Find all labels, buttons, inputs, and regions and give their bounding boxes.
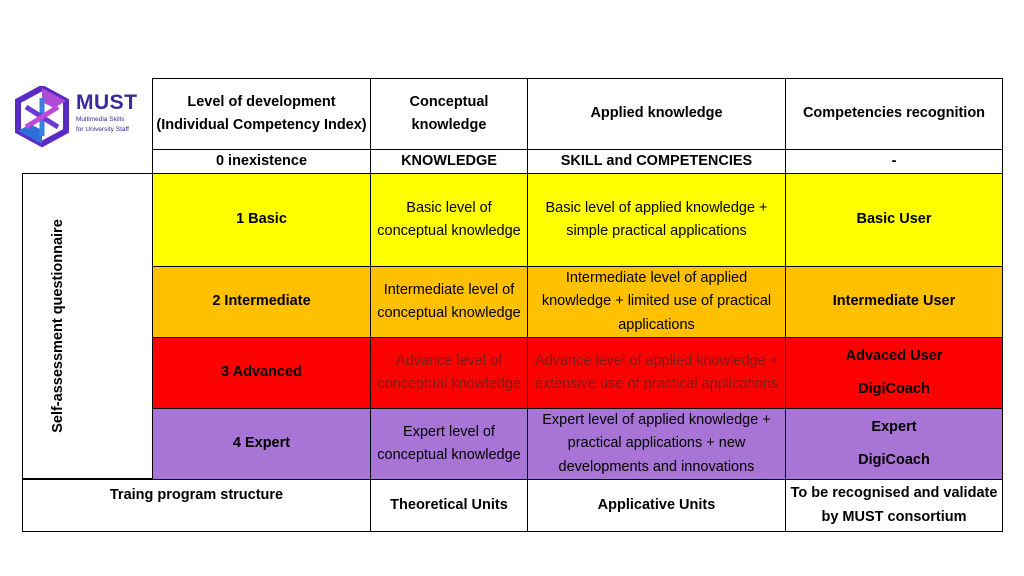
level1-applied: Basic level of applied knowledge + simple practical applications xyxy=(527,173,786,267)
level2-applied: Intermediate level of applied knowledge + limited use of practical applications xyxy=(527,266,786,338)
level3-recognition-line1: Advaced User xyxy=(845,347,943,364)
level1-recognition: Basic User xyxy=(785,173,1003,267)
level3-recognition-line2: DigiCoach xyxy=(858,381,930,397)
level3-applied: Advance level of applied knowledge + extensive use of practical applications xyxy=(527,337,786,409)
level2-conceptual: Intermediate level of conceptual knowledge xyxy=(370,266,528,338)
footer-theoretical-units: Theoretical Units xyxy=(370,479,528,532)
level1-conceptual: Basic level of conceptual knowledge xyxy=(370,173,528,267)
logo-title: MUST xyxy=(76,91,138,114)
row0-applied: SKILL and COMPETENCIES xyxy=(527,149,786,174)
header-level-of-development: Level of development (Individual Competency Index) xyxy=(152,78,371,150)
row0-level: 0 inexistence xyxy=(152,149,371,174)
row0-conceptual: KNOWLEDGE xyxy=(370,149,528,174)
header-competencies-recognition: Competencies recognition xyxy=(785,78,1003,150)
level2-name: 2 Intermediate xyxy=(152,266,371,338)
logo-subtitle-line1: Multimedia Skills xyxy=(76,116,125,123)
level4-applied: Expert level of applied knowledge + practical applications + new developments and innovations xyxy=(527,408,786,480)
header-conceptual-knowledge: Conceptual knowledge xyxy=(370,78,528,150)
header-applied-knowledge: Applied knowledge xyxy=(527,78,786,150)
level4-conceptual: Expert level of conceptual knowledge xyxy=(370,408,528,480)
logo-subtitle-line2: for University Staff xyxy=(76,125,129,133)
level3-conceptual: Advance level of conceptual knowledge xyxy=(370,337,528,409)
level1-name: 1 Basic xyxy=(152,173,371,267)
row0-recognition: - xyxy=(785,149,1003,174)
level2-recognition: Intermediate User xyxy=(785,266,1003,338)
level4-recognition xyxy=(785,408,1003,480)
footer-applicative-units: Applicative Units xyxy=(527,479,786,532)
level3-recognition xyxy=(785,337,1003,409)
self-assessment-label: Self-assessment questionnaire xyxy=(50,219,66,433)
level4-recognition-line2: DigiCoach xyxy=(858,452,930,468)
level3-name: 3 Advanced xyxy=(152,337,371,409)
self-assessment-label-cell xyxy=(22,173,153,479)
level4-name: 4 Expert xyxy=(152,408,371,480)
footer-label: Traing program structure xyxy=(22,479,371,532)
footer-recognition: To be recognised and validate by MUST consortium xyxy=(785,479,1003,532)
level4-recognition-line1: Expert xyxy=(871,418,917,435)
